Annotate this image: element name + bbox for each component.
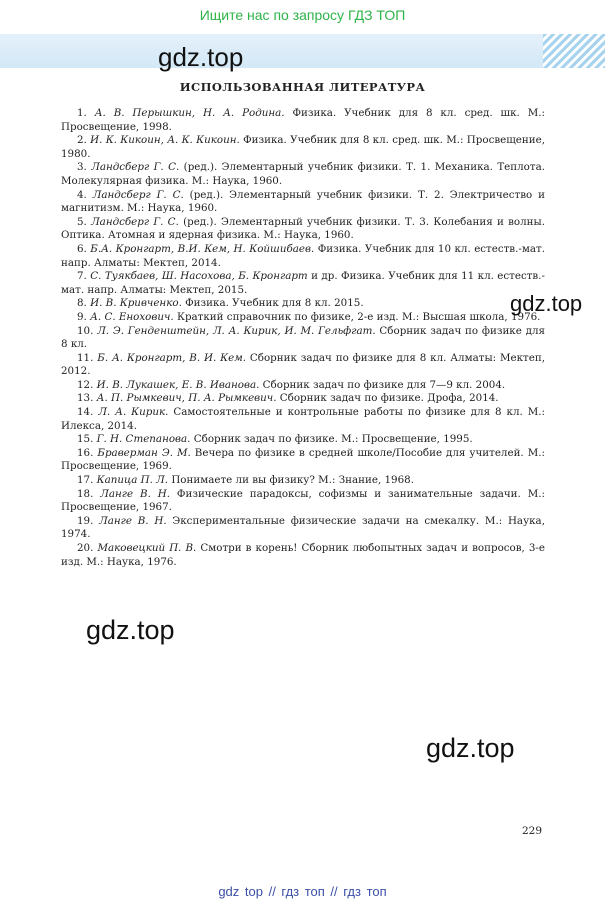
reference-text: Сборник задач по физике. Дрофа, 2014. xyxy=(279,392,499,405)
reference-text: Физические парадоксы, софизмы и занимательные задачи. М.: Просвещение, 1967. xyxy=(61,487,545,514)
reference-number: 13. xyxy=(77,392,94,405)
reference-item xyxy=(61,107,545,134)
reference-item xyxy=(61,270,545,297)
reference-authors: Л. Э. Генденштейн, Л. А. Кирик, И. М. Гельфгат. xyxy=(97,324,376,337)
reference-item xyxy=(61,406,545,433)
reference-item xyxy=(61,297,545,311)
footer-links[interactable]: gdz top // гдз топ // гдз топ xyxy=(218,884,387,899)
reference-authors: Ланге В. Н. xyxy=(100,487,171,500)
reference-number: 17. xyxy=(77,474,94,487)
reference-item xyxy=(61,515,545,542)
page-title: ИСПОЛЬЗОВАННАЯ ЛИТЕРАТУРА xyxy=(179,80,426,94)
reference-number: 16. xyxy=(77,446,94,459)
reference-authors: Ландсберг Г. С. xyxy=(92,188,184,201)
reference-item xyxy=(61,243,545,270)
reference-text: Сборник задач по физике для 8 кл. Алматы: Мектеп, 2012. xyxy=(61,351,545,378)
watermark: gdz.top xyxy=(426,733,515,763)
reference-number: 3. xyxy=(77,161,87,174)
reference-text: (ред.). Элементарный учебник физики. Т. 3. Колебания и волны. Оптика. Атомная и ядерная физика. М.: Наука, 1960. xyxy=(61,215,545,242)
reference-text: Физика. Учебник для 8 кл. 2015. xyxy=(185,297,364,310)
reference-text: (ред.). Элементарный учебник физики. Т. 2. Электричество и магнитизм. М.: Наука, 1960. xyxy=(61,188,545,215)
reference-item xyxy=(61,216,545,243)
reference-list xyxy=(61,107,545,569)
reference-item xyxy=(61,311,545,325)
reference-text: Физика. Учебник для 8 кл. сред. шк. М.: Просвещение, 1998. xyxy=(61,107,545,133)
reference-text: Сборник задач по физике для 8 кл. xyxy=(61,324,545,351)
reference-authors: Браверман Э. М. xyxy=(97,446,191,459)
watermark: gdz.top xyxy=(86,615,175,645)
reference-text: Понимаете ли вы физику? М.: Знание, 1968. xyxy=(171,474,414,487)
reference-number: 19. xyxy=(77,514,94,527)
reference-item xyxy=(61,325,545,352)
reference-text: Сборник задач по физике для 7—9 кл. 2004. xyxy=(262,378,506,391)
reference-text: (ред.). Элементарный учебник физики. Т. 1. Механика. Теплота. Молекулярная физика. М.: Наука, 1960. xyxy=(61,161,545,187)
reference-number: 18. xyxy=(77,487,94,500)
reference-number: 12. xyxy=(77,378,94,391)
reference-item xyxy=(61,542,545,569)
reference-item xyxy=(61,161,545,188)
top-banner[interactable]: Ищите нас по запросу ГДЗ ТОП xyxy=(199,7,406,23)
reference-authors: А. В. Перышкин, Н. А. Родина. xyxy=(94,107,285,119)
reference-authors: Б. А. Кронгарт, В. И. Кем. xyxy=(97,351,247,364)
reference-number: 6. xyxy=(77,242,87,255)
reference-number: 11. xyxy=(77,351,94,364)
reference-number: 20. xyxy=(77,542,94,554)
reference-item xyxy=(61,447,545,474)
watermark: gdz.top xyxy=(510,291,583,316)
reference-item xyxy=(61,189,545,216)
header-stripes xyxy=(543,34,605,68)
reference-authors: И. В. Кривченко. xyxy=(90,297,182,310)
reference-text: Смотри в корень! Сборник любопытных задач и вопросов, 3-е изд. М.: Наука, 1976. xyxy=(61,542,545,568)
reference-authors: Капица П. Л. xyxy=(96,474,169,487)
reference-authors: А. С. Енохович. xyxy=(90,310,174,323)
header-band xyxy=(0,34,605,68)
reference-text: Вечера по физике в средней школе/Пособие для учителей. М.: Просвещение, 1969. xyxy=(61,446,545,473)
reference-number: 1. xyxy=(77,107,87,119)
watermark: gdz.top xyxy=(158,42,244,72)
reference-number: 9. xyxy=(77,310,87,323)
reference-item xyxy=(61,474,545,488)
reference-authors: И. В. Лукашек, Е. В. Иванова. xyxy=(96,378,260,391)
reference-item xyxy=(61,352,545,379)
reference-text: Краткий справочник по физике, 2-е изд. М.: Высшая школа, 1976. xyxy=(176,310,541,323)
reference-text: Экспериментальные физические задачи на смекалку. М.: Наука, 1974. xyxy=(61,514,545,541)
reference-number: 4. xyxy=(77,188,87,201)
reference-item xyxy=(61,134,545,161)
page-number: 229 xyxy=(522,825,543,837)
reference-authors: Б.А. Кронгарт, В.И. Кем, Н. Койшибаев. xyxy=(90,242,315,255)
reference-text: Физика. Учебник для 10 кл. естеств.-мат. напр. Алматы: Мектеп, 2014. xyxy=(61,242,545,269)
reference-item xyxy=(61,488,545,515)
reference-authors: Ландсберг Г. С. xyxy=(91,215,179,228)
reference-number: 14. xyxy=(77,406,94,419)
reference-authors: С. Туякбаев, Ш. Насохова, Б. Кронгарт xyxy=(90,270,308,283)
reference-number: 10. xyxy=(77,324,94,337)
reference-text: и др. Физика. Учебник для 11 кл. естеств.-мат. напр. Алматы: Мектеп, 2015. xyxy=(61,270,545,296)
reference-number: 7. xyxy=(77,270,87,283)
reference-number: 8. xyxy=(77,297,87,310)
reference-text: Сборник задач по физике. М.: Просвещение, 1995. xyxy=(193,433,473,446)
reference-authors: Л. А. Кирик. xyxy=(98,406,169,419)
reference-authors: Ланге В. Н. xyxy=(99,514,167,527)
reference-text: Самостоятельные и контрольные работы по физике для 8 кл. М.: Илекса, 2014. xyxy=(61,406,545,432)
reference-item xyxy=(61,379,545,393)
reference-authors: А. П. Рымкевич, П. А. Рымкевич. xyxy=(96,392,277,405)
reference-number: 2. xyxy=(77,134,87,147)
reference-item xyxy=(61,392,545,406)
reference-number: 5. xyxy=(77,215,87,228)
reference-authors: Г. Н. Степанова. xyxy=(96,433,191,446)
reference-text: Физика. Учебник для 8 кл. сред. шк. М.: Просвещение, 1980. xyxy=(61,134,545,160)
reference-authors: Маковецкий П. В. xyxy=(97,542,197,554)
reference-item xyxy=(61,433,545,447)
reference-authors: Ландсберг Г. С. xyxy=(91,161,180,174)
reference-authors: И. К. Кикоин, А. К. Кикоин. xyxy=(90,134,240,147)
reference-number: 15. xyxy=(77,433,94,446)
